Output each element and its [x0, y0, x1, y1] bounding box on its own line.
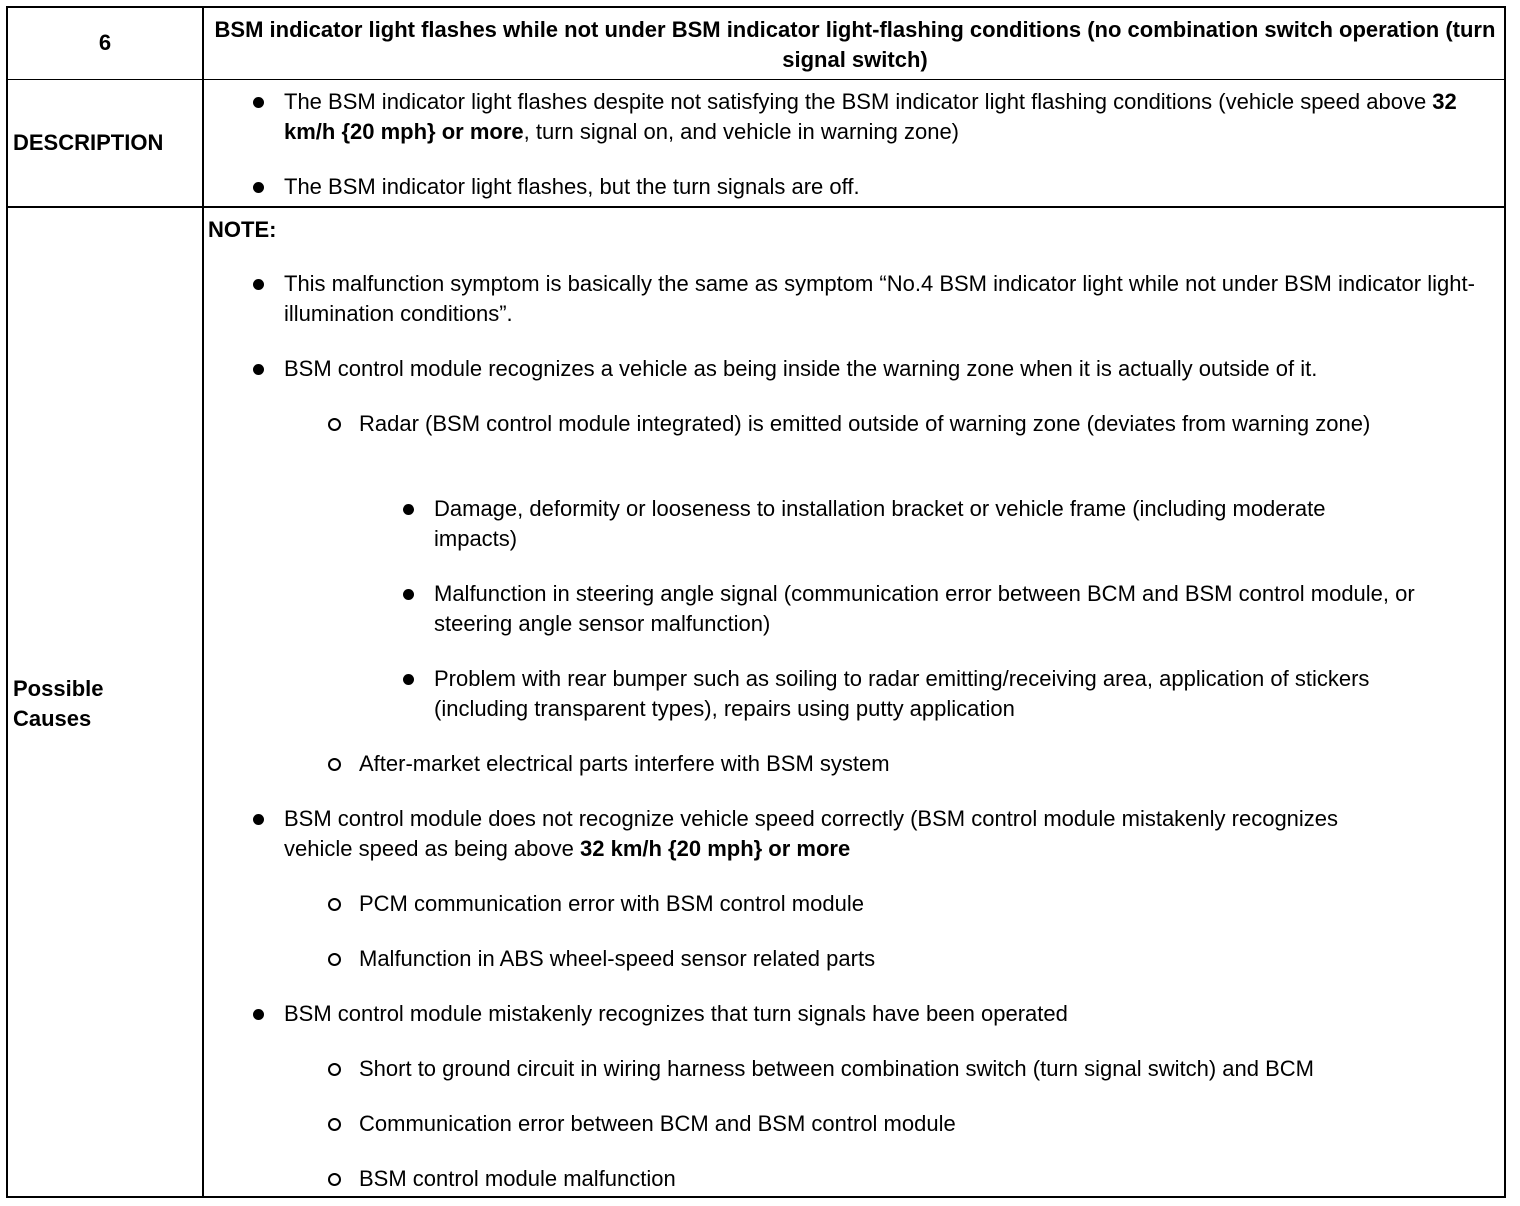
- row-divider-description: [8, 206, 1504, 208]
- note-label: NOTE:: [208, 217, 277, 242]
- circle-bullet-icon: [328, 1173, 341, 1186]
- cause-subitem-module: BSM control module malfunction: [359, 1164, 1459, 1194]
- circle-bullet-icon: [328, 758, 341, 771]
- bullet-icon: [403, 674, 414, 685]
- bullet-icon: [253, 97, 264, 108]
- bullet-icon: [403, 589, 414, 600]
- column-divider: [202, 8, 204, 1196]
- circle-bullet-icon: [328, 1063, 341, 1076]
- circle-bullet-icon: [328, 418, 341, 431]
- cause-subitem-pcm: PCM communication error with BSM control module: [359, 889, 1459, 919]
- bullet-icon: [403, 504, 414, 515]
- description-label: DESCRIPTION: [13, 130, 164, 155]
- cause-subitem-short: Short to ground circuit in wiring harness between combination switch (turn signal switch) and BCM: [359, 1054, 1499, 1084]
- row-divider-header: [8, 79, 1504, 80]
- cause-subitem-abs: Malfunction in ABS wheel-speed sensor related parts: [359, 944, 1459, 974]
- symptom-title: BSM indicator light flashes while not under BSM indicator light-flashing conditions (no combination switch operation (turn signal switch): [214, 17, 1496, 72]
- cause-item-2: BSM control module recognizes a vehicle as being inside the warning zone when it is actually outside of it.: [284, 354, 1484, 384]
- bullet-icon: [253, 364, 264, 375]
- cause-subsubitem-damage: Damage, deformity or looseness to installation bracket or vehicle frame (including moderate impacts): [434, 494, 1354, 554]
- circle-bullet-icon: [328, 1118, 341, 1131]
- description-item-1: The BSM indicator light flashes despite not satisfying the BSM indicator light flashing conditions (vehicle speed above 32 km/h {20 mph} or more, turn signal on, and vehicle in warning zone): [284, 87, 1484, 147]
- diagnosis-table: [6, 6, 1506, 1198]
- bullet-icon: [253, 182, 264, 193]
- cause-subitem-communication: Communication error between BCM and BSM control module: [359, 1109, 1459, 1139]
- circle-bullet-icon: [328, 898, 341, 911]
- description-item-2: The BSM indicator light flashes, but the turn signals are off.: [284, 172, 1484, 202]
- cause-item-3: BSM control module does not recognize vehicle speed correctly (BSM control module mistakenly recognizes vehicle speed as being above 32 km/h {20 mph} or more: [284, 804, 1374, 864]
- cause-item-4: BSM control module mistakenly recognizes that turn signals have been operated: [284, 999, 1484, 1029]
- circle-bullet-icon: [328, 953, 341, 966]
- bullet-icon: [253, 279, 264, 290]
- possible-causes-label: Possible Causes: [13, 676, 104, 731]
- cause-item-1: This malfunction symptom is basically the same as symptom “No.4 BSM indicator light while not under BSM indicator light-illumination conditions”.: [284, 269, 1484, 329]
- cause-subitem-radar: Radar (BSM control module integrated) is emitted outside of warning zone (deviates from warning zone): [359, 409, 1459, 439]
- cause-subitem-aftermarket: After-market electrical parts interfere with BSM system: [359, 749, 1459, 779]
- symptom-number: 6: [98, 30, 112, 55]
- bullet-icon: [253, 814, 264, 825]
- cause-subsubitem-steering: Malfunction in steering angle signal (communication error between BCM and BSM control module, or steering angle sensor malfunction): [434, 579, 1444, 639]
- bullet-icon: [253, 1009, 264, 1020]
- cause-subsubitem-bumper: Problem with rear bumper such as soiling to radar emitting/receiving area, application of stickers (including transparent types), repairs using putty application: [434, 664, 1434, 724]
